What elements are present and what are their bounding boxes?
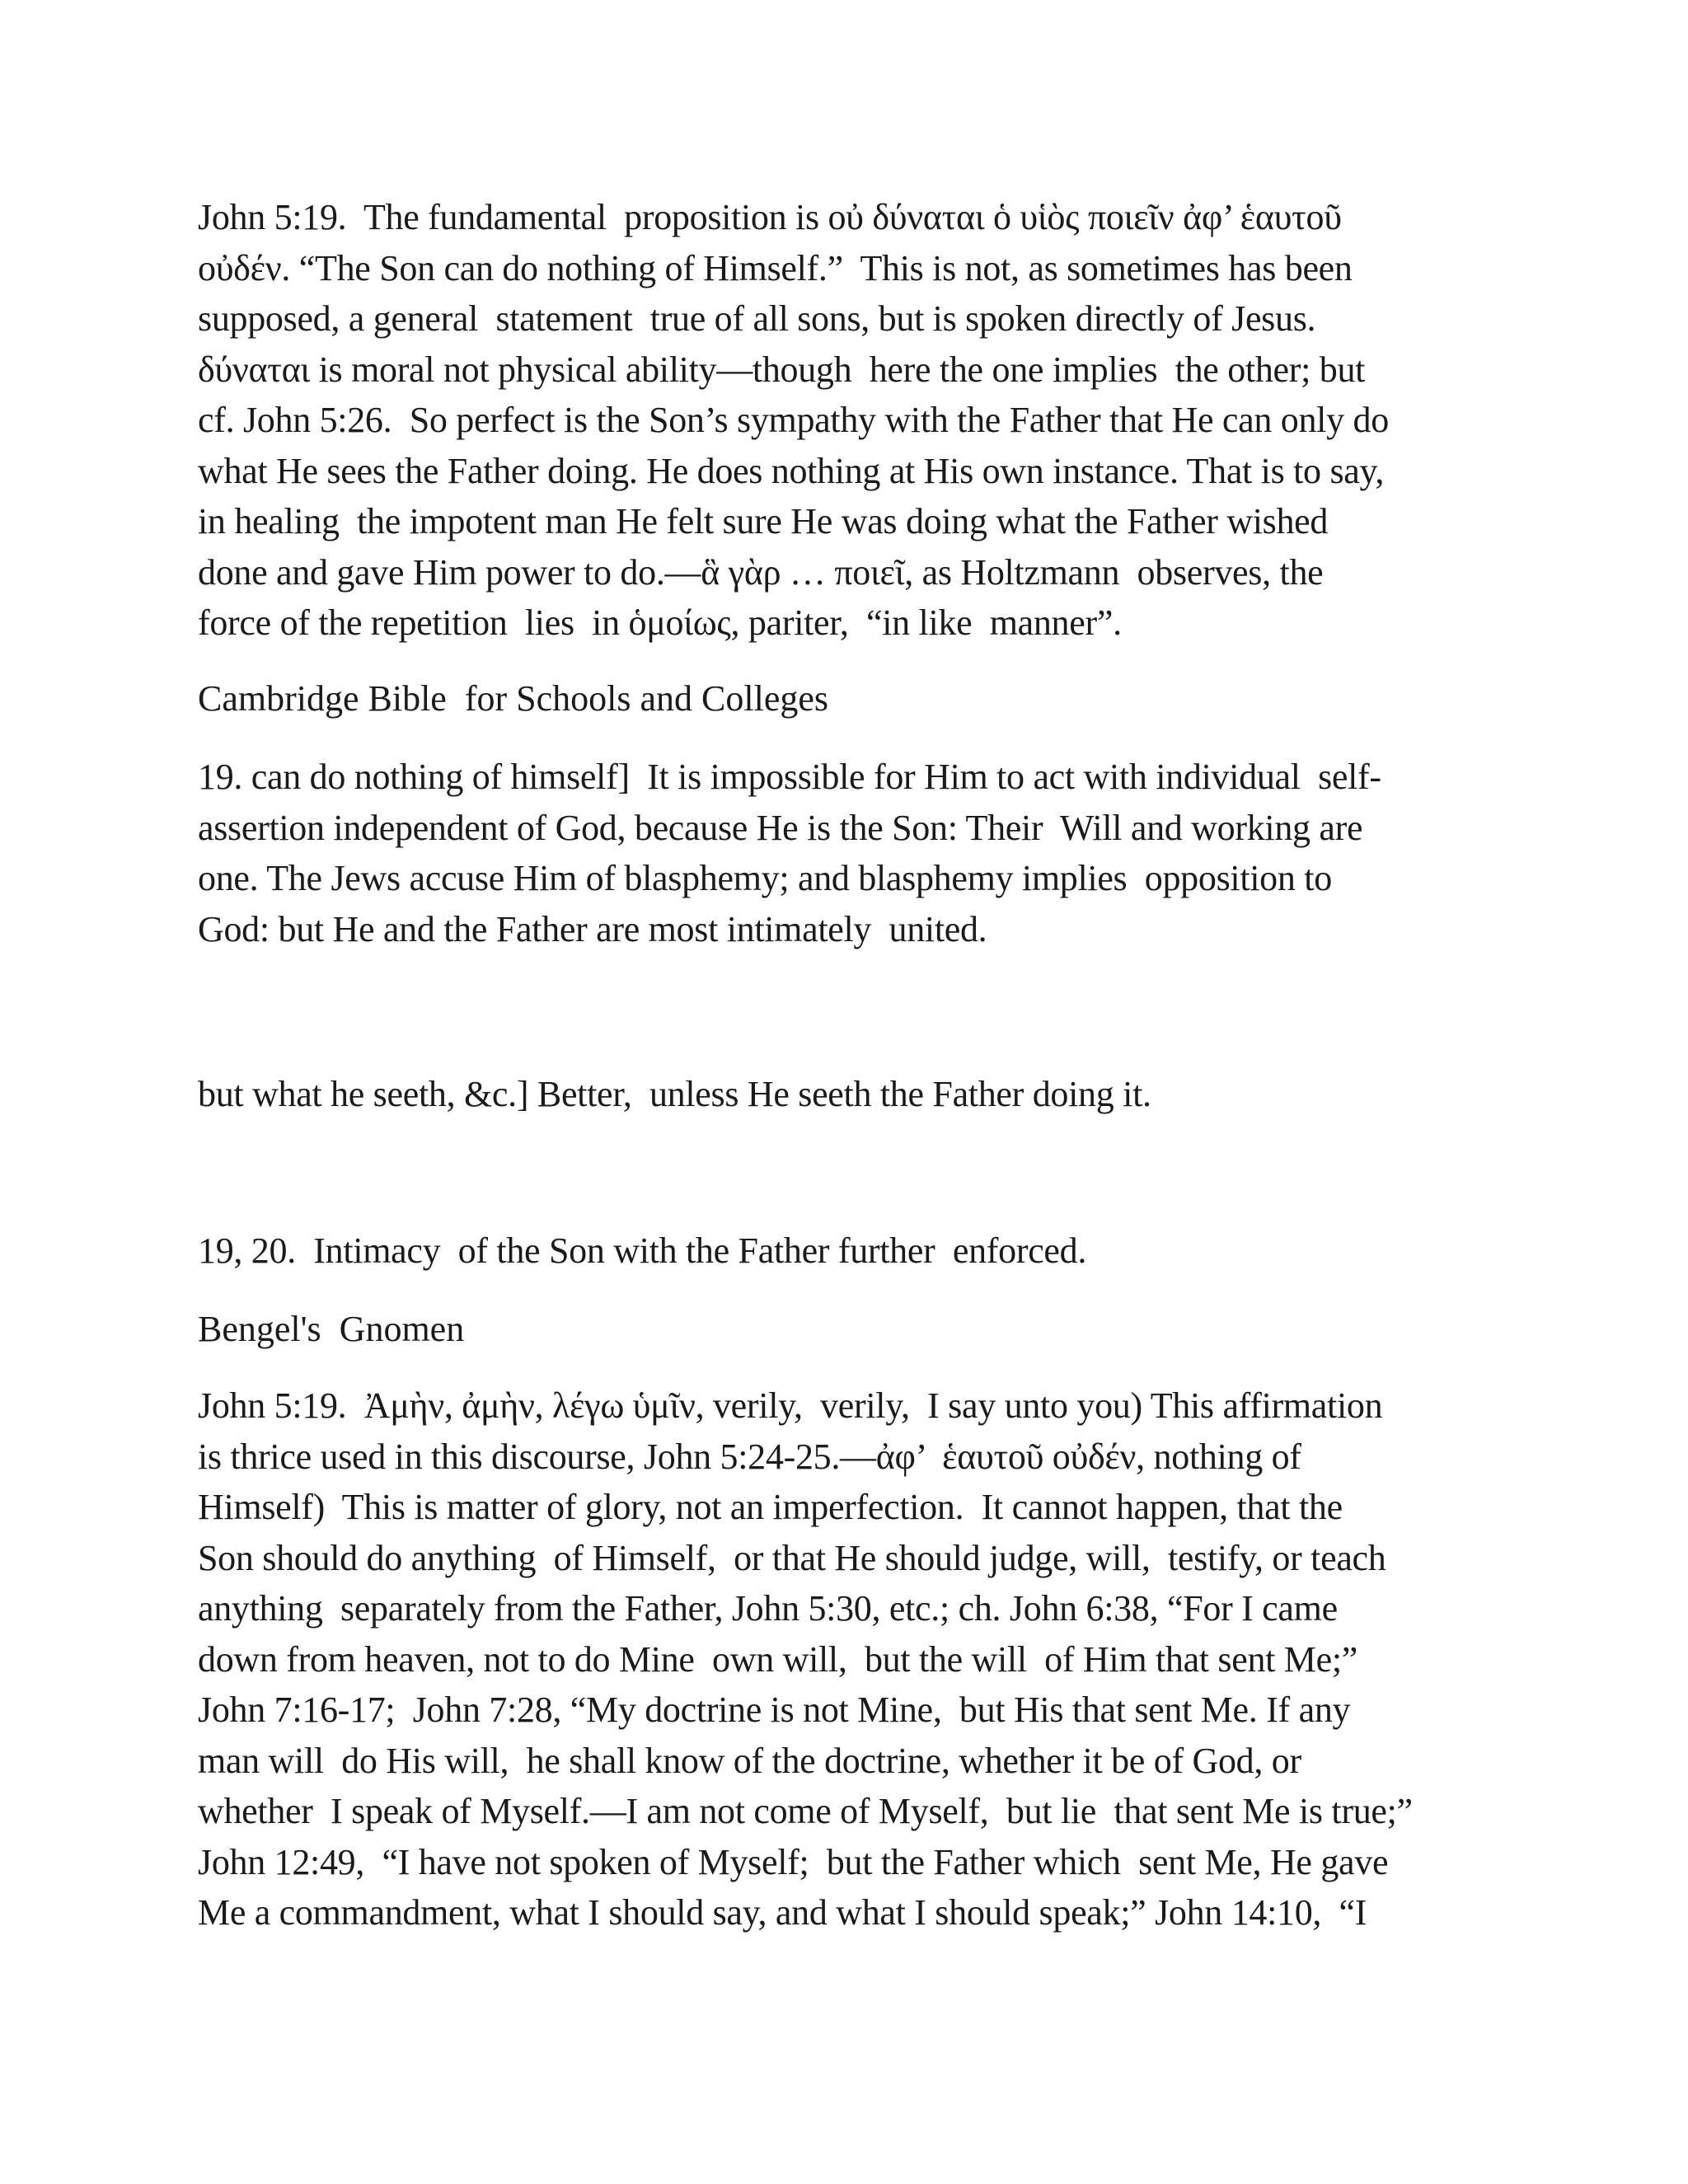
text-line: John 5:19. The fundamental proposition is οὐ δύναται ὁ υἱὸς ποιεῖν ἀφ’ ἑαυτοῦ [198, 197, 1342, 237]
commentary-paragraph-4 [198, 1226, 1500, 1277]
text-line: John 7:16-17; John 7:28, “My doctrine is not Mine, but His that sent Me. If any [198, 1690, 1351, 1730]
text-line: down from heaven, not to do Mine own will, but the will of Him that sent Me;” [198, 1638, 1358, 1680]
text-line: Himself) This is matter of glory, not an imperfection. It cannot happen, that the [198, 1487, 1343, 1527]
text-line: John 5:19. Ἀμὴν, ἀμὴν, λέγω ὑμῖν, verily, verily, I say unto you) This affirmation [198, 1385, 1383, 1426]
commentary-paragraph-2 [198, 752, 1500, 954]
text-line: δύναται is moral not physical ability—though here the one implies the other; but [198, 349, 1366, 390]
text-line: but what he seeth, &c.] Better, unless He seeth the Father doing it. [198, 1074, 1151, 1114]
text-line: is thrice used in this discourse, John 5:24-25.—ἀφ’ ἑαυτοῦ οὐδέν, nothing of [198, 1436, 1301, 1477]
text-line: 19. can do nothing of himself] It is impossible for Him to act with individual self- [198, 757, 1381, 797]
section-heading-bengel: Bengel's Gnomen [198, 1309, 465, 1349]
section-heading-cambridge: Cambridge Bible for Schools and Colleges [198, 678, 828, 719]
text-line: in healing the impotent man He felt sure He was doing what the Father wished [198, 501, 1329, 541]
text-line: anything separately from the Father, John 5:30, etc.; ch. John 6:38, “For I came [198, 1588, 1338, 1629]
text-line: what He sees the Father doing. He does nothing at His own instance. That is to say, [198, 450, 1385, 491]
commentary-paragraph-1 [198, 192, 1500, 649]
text-line: Me a commandment, what I should say, and what I should speak;” John 14:10, “I [198, 1892, 1367, 1933]
text-line: done and gave Him power to do.—ἃ γὰρ … ποιεῖ, as Holtzmann observes, the [198, 551, 1324, 593]
text-line: cf. John 5:26. So perfect is the Son’s sympathy with the Father that He can only do [198, 400, 1389, 440]
text-line: assertion independent of God, because He is the Son: Their Will and working are [198, 807, 1363, 848]
text-line: one. The Jews accuse Him of blasphemy; and blasphemy implies opposition to [198, 858, 1332, 898]
text-line: supposed, a general statement true of all sons, but is spoken directly of Jesus. [198, 298, 1316, 339]
text-line: 19, 20. Intimacy of the Son with the Father further enforced. [198, 1230, 1087, 1271]
commentary-paragraph-5 [198, 1380, 1500, 1938]
commentary-paragraph-3 [198, 1069, 1500, 1120]
text-line: God: but He and the Father are most intimately united. [198, 908, 987, 949]
text-line: Son should do anything of Himself, or that He should judge, will, testify, or teach [198, 1537, 1386, 1578]
text-line: man will do His will, he shall know of the doctrine, whether it be of God, or [198, 1740, 1301, 1781]
text-line: John 12:49, “I have not spoken of Myself; but the Father which sent Me, He gave [198, 1841, 1389, 1882]
text-line: whether I speak of Myself.—I am not come of Myself, but lie that sent Me is true;” [198, 1791, 1413, 1831]
text-line: οὐδέν. “The Son can do nothing of Himself.” This is not, as sometimes has been [198, 247, 1353, 288]
text-line: force of the repetition lies in ὁμοίως, pariter, “in like manner”. [198, 602, 1122, 643]
